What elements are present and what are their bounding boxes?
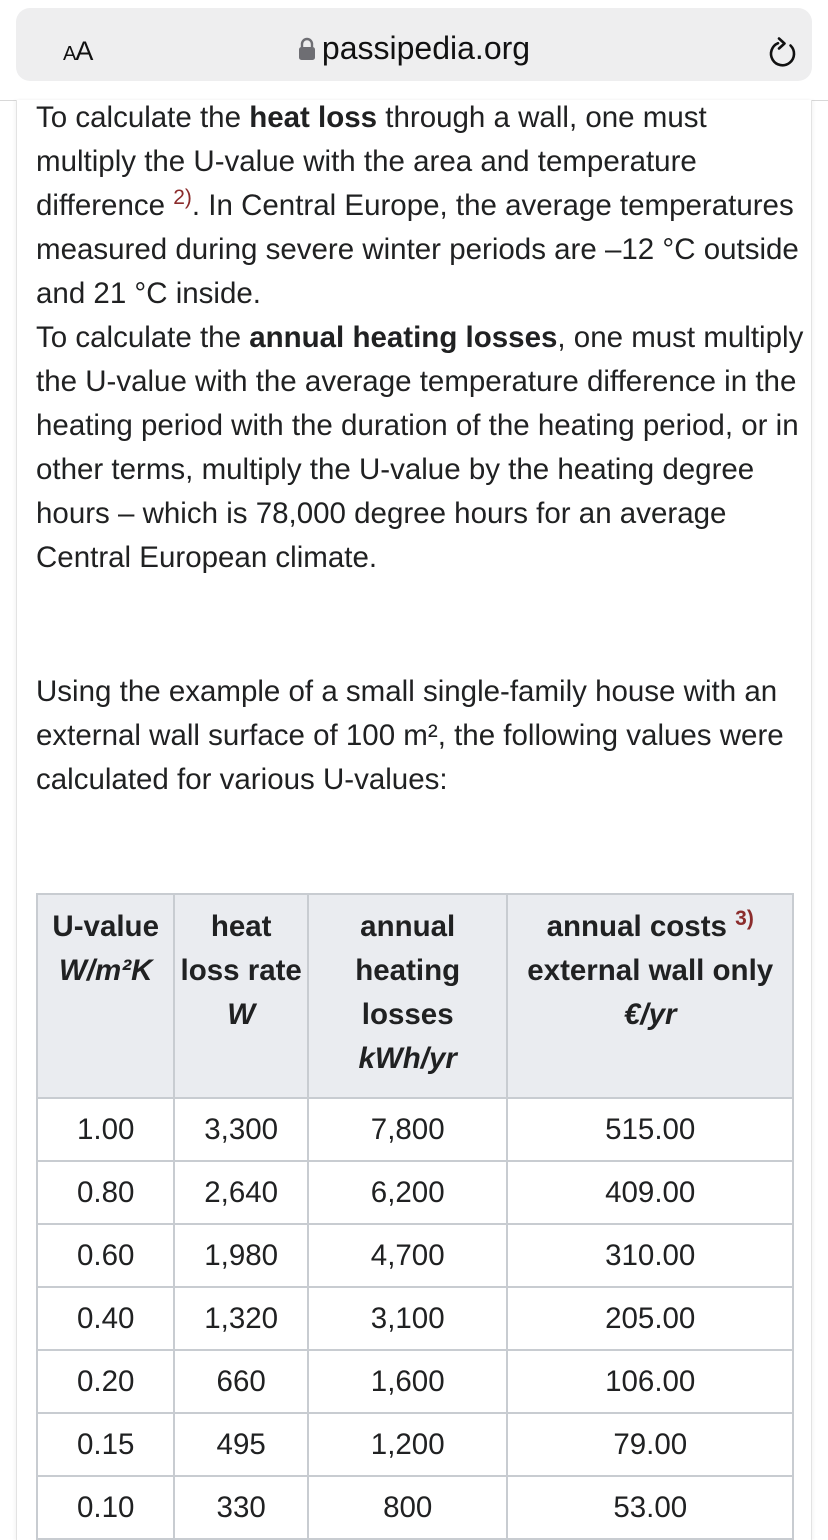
- annual-costs-cell: 53.00: [507, 1476, 793, 1539]
- heat-loss-cell: 1,980: [174, 1224, 308, 1287]
- table-row: [37, 1350, 793, 1413]
- table-row: [37, 1161, 793, 1224]
- aa-large-label: A: [75, 36, 93, 66]
- header-annual-losses-unit: kWh/yr: [358, 1042, 457, 1075]
- table-row: [37, 1413, 793, 1476]
- u-value-cell: 0.10: [37, 1476, 174, 1539]
- header-annual-costs: [507, 894, 793, 1098]
- url-text: passipedia.org: [321, 30, 531, 66]
- annual-losses-cell: 4,700: [308, 1224, 508, 1287]
- annual-costs-cell: 515.00: [507, 1098, 793, 1161]
- annual-losses-cell: 3,100: [308, 1287, 508, 1350]
- text-run: through a wall, one must multiply the U-value with the area and temperature difference: [36, 101, 707, 222]
- header-annual-losses: [308, 894, 508, 1098]
- annual-costs-cell: 409.00: [507, 1161, 793, 1224]
- heat-loss-paragraph: [36, 96, 806, 316]
- u-value-cell: 0.20: [37, 1350, 174, 1413]
- heat-loss-cell: 330: [174, 1476, 308, 1539]
- u-value-table: [36, 893, 794, 1540]
- header-u-value-label: U-value: [52, 910, 159, 943]
- table-row: [37, 1287, 793, 1350]
- url-display[interactable]: [16, 30, 812, 67]
- header-heat-loss: [174, 894, 308, 1098]
- heat-loss-cell: 495: [174, 1413, 308, 1476]
- footnote-ref-3[interactable]: 3): [735, 907, 754, 931]
- heat-loss-cell: 660: [174, 1350, 308, 1413]
- table-row: [37, 1098, 793, 1161]
- header-annual-costs-label: annual costs: [546, 910, 727, 943]
- header-u-value-unit: W/m²K: [58, 954, 153, 987]
- text-run: . In Central Europe, the average temperatures measured during severe winter periods are –12 °C outside and 21 °C inside.: [36, 189, 799, 310]
- annual-losses-cell: 6,200: [308, 1161, 508, 1224]
- header-annual-costs-qualifier: external wall only: [527, 954, 774, 987]
- annual-costs-cell: 79.00: [507, 1413, 793, 1476]
- annual-losses-cell: 1,600: [308, 1350, 508, 1413]
- reload-icon[interactable]: [766, 36, 800, 72]
- header-heat-loss-label: heat loss rate: [180, 910, 302, 987]
- annual-losses-cell: 7,800: [308, 1098, 508, 1161]
- u-value-cell: 0.15: [37, 1413, 174, 1476]
- heat-loss-cell: 3,300: [174, 1098, 308, 1161]
- bold-term-heat-loss: heat loss: [249, 101, 378, 134]
- text-run: To calculate the: [36, 101, 250, 134]
- header-u-value: [37, 894, 174, 1098]
- text-run: , one must multiply the U-value with the average temperature difference in the heating period with the duration of the heating period, or in other terms, multiply the U-value by the heating degree hours – which is 78,000 degree hours for an average Central European climate.: [36, 321, 804, 574]
- annual-losses-cell: 800: [308, 1476, 508, 1539]
- u-value-cell: 0.60: [37, 1224, 174, 1287]
- u-value-cell: 1.00: [37, 1098, 174, 1161]
- table-row: [37, 1476, 793, 1539]
- annual-losses-paragraph: [36, 316, 806, 580]
- header-heat-loss-unit: W: [227, 998, 256, 1031]
- annual-costs-cell: 205.00: [507, 1287, 793, 1350]
- bold-term-annual-heating-losses: annual heating losses: [249, 321, 558, 354]
- table-row: [37, 1224, 793, 1287]
- browser-address-bar: [0, 0, 828, 101]
- heat-loss-cell: 1,320: [174, 1287, 308, 1350]
- url-field[interactable]: [16, 8, 812, 81]
- footnote-ref-2[interactable]: 2): [173, 186, 192, 210]
- text-run: To calculate the: [36, 321, 250, 354]
- lock-icon: [298, 37, 316, 61]
- header-annual-costs-unit: €/yr: [623, 998, 677, 1031]
- annual-losses-cell: 1,200: [308, 1413, 508, 1476]
- article-page: [16, 100, 812, 1540]
- annual-costs-cell: 106.00: [507, 1350, 793, 1413]
- table-header-row: [37, 894, 793, 1098]
- header-annual-losses-label: annual heating losses: [355, 910, 461, 1031]
- aa-small-label: A: [63, 43, 76, 65]
- heat-loss-cell: 2,640: [174, 1161, 308, 1224]
- u-value-cell: 0.80: [37, 1161, 174, 1224]
- example-paragraph: Using the example of a small single-family house with an external wall surface of 100 m², the following values were calculated for various U-values:: [36, 675, 784, 796]
- annual-costs-cell: 310.00: [507, 1224, 793, 1287]
- u-value-cell: 0.40: [37, 1287, 174, 1350]
